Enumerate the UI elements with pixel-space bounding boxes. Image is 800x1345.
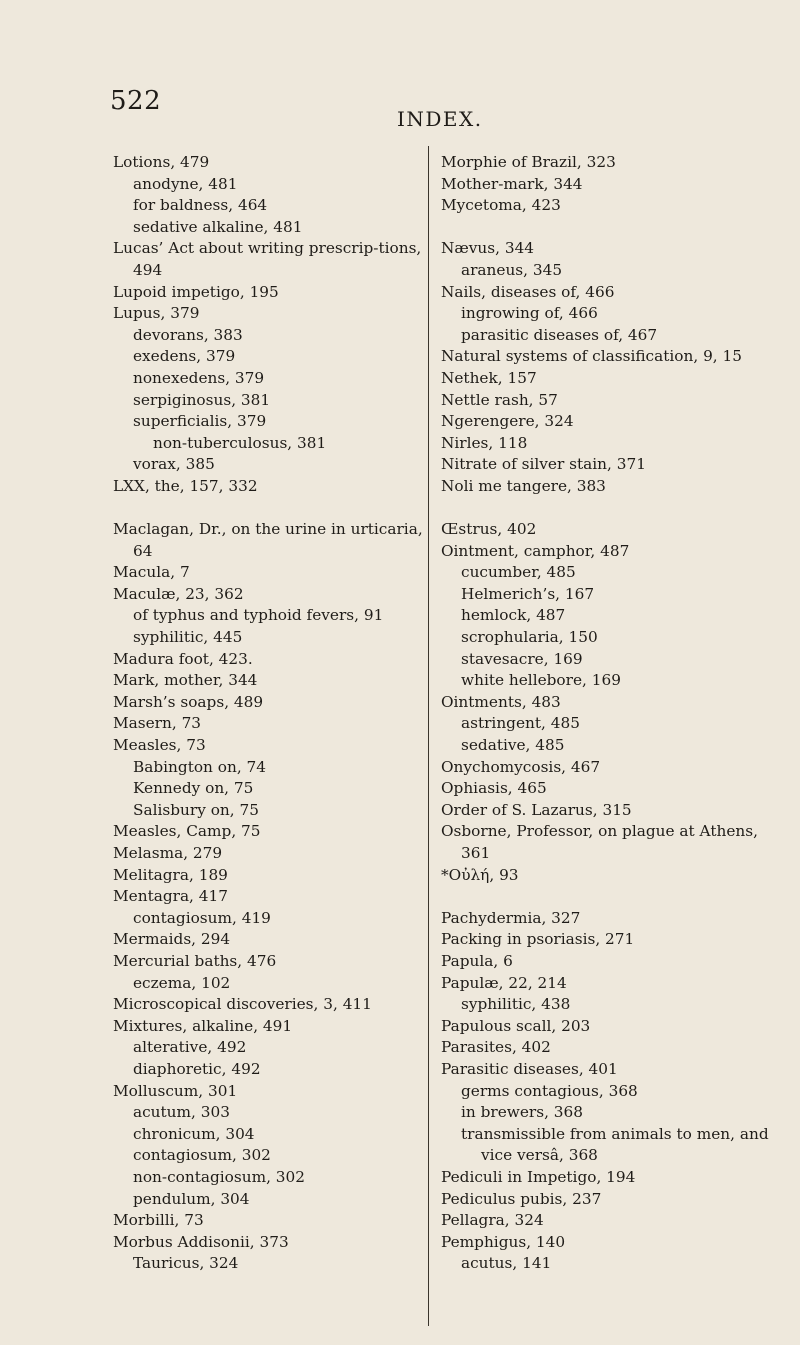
index-entry: Packing in psoriasis, 271 (441, 930, 635, 949)
index-entry: Nævus, 344 (441, 239, 535, 258)
index-subentry: contagiosum, 302 (133, 1146, 271, 1165)
index-entry: Pediculus pubis, 237 (441, 1189, 602, 1208)
index-entry: Masern, 73 (113, 714, 202, 733)
index-entry: Lucas’ Act about writing prescrip-tions, 494 (113, 239, 422, 279)
index-entry: Morbus Addisonii, 373 (113, 1232, 289, 1251)
index-subentry: alterative, 492 (133, 1038, 247, 1057)
index-entry: Mercurial baths, 476 (113, 951, 277, 970)
index-entry: Pellagra, 324 (441, 1211, 544, 1230)
index-subentry: Kennedy on, 75 (133, 779, 254, 798)
index-subentry: for baldness, 464 (133, 196, 268, 215)
index-entry: Macula, 7 (113, 563, 190, 582)
running-head: INDEX. (397, 107, 483, 131)
index-subentry: Helmerich’s, 167 (461, 584, 595, 603)
index-subentry: Tauricus, 324 (133, 1254, 239, 1273)
index-entry: Œstrus, 402 (441, 520, 537, 539)
index-entry: Pediculi in Impetigo, 194 (441, 1167, 636, 1186)
index-entry: Ointments, 483 (441, 692, 561, 711)
index-entry: Osborne, Professor, on plague at Athens, 361 (441, 822, 758, 862)
index-subentry: germs contagious, 368 (461, 1081, 638, 1100)
column-divider (428, 146, 429, 1326)
index-subentry: parasitic diseases of, 467 (461, 325, 658, 344)
index-subentry: vorax, 385 (133, 455, 215, 474)
section-gap (113, 498, 428, 520)
index-entry: Ointment, camphor, 487 (441, 541, 630, 560)
index-entry: Noli me tangere, 383 (441, 476, 606, 495)
index-entry: LXX, the, 157, 332 (113, 476, 258, 495)
index-entry: Madura foot, 423. (113, 649, 253, 668)
index-subentry: cucumber, 485 (461, 563, 576, 582)
index-subentry: acutus, 141 (461, 1254, 552, 1273)
index-subentry: white hellebore, 169 (461, 671, 621, 690)
index-entry: Nethek, 157 (441, 368, 537, 387)
index-entry: Pemphigus, 140 (441, 1232, 566, 1251)
index-column-left (113, 152, 428, 1275)
section-gap (441, 886, 786, 908)
index-entry: Ngerengere, 324 (441, 412, 574, 431)
index-subentry: superficialis, 379 (133, 412, 267, 431)
index-subentry: in brewers, 368 (461, 1103, 583, 1122)
index-entry: Measles, Camp, 75 (113, 822, 261, 841)
index-subentry: Salisbury on, 75 (133, 800, 259, 819)
index-entry: Melasma, 279 (113, 844, 223, 862)
index-entry: Ophiasis, 465 (441, 779, 547, 798)
index-entry: Measles, 73 (113, 736, 206, 755)
index-subentry: anodyne, 481 (133, 174, 238, 193)
index-subentry: of typhus and typhoid fevers, 91 (133, 606, 384, 625)
index-entry: Mother-mark, 344 (441, 174, 583, 193)
index-entry: Morbilli, 73 (113, 1211, 204, 1230)
index-subentry: syphilitic, 445 (133, 628, 243, 647)
index-subentry: acutum, 303 (133, 1103, 230, 1122)
index-entry: Maculæ, 23, 362 (113, 584, 244, 603)
index-entry: Marsh’s soaps, 489 (113, 692, 264, 711)
index-entry: Mycetoma, 423 (441, 196, 561, 215)
index-subentry: sedative alkaline, 481 (133, 217, 303, 236)
index-entry: Nails, diseases of, 466 (441, 282, 615, 301)
page-number: 522 (110, 86, 162, 116)
index-entry: Nitrate of silver stain, 371 (441, 455, 646, 474)
index-entry: Parasites, 402 (441, 1038, 551, 1057)
index-entry: Mermaids, 294 (113, 930, 231, 949)
index-subentry: nonexedens, 379 (133, 368, 265, 387)
index-entry: Mark, mother, 344 (113, 671, 258, 690)
index-subentry: non-contagiosum, 302 (133, 1167, 306, 1186)
section-gap (441, 498, 786, 520)
index-subentry: pendulum, 304 (133, 1189, 250, 1208)
index-entry: Papulous scall, 203 (441, 1016, 591, 1035)
index-entry: Microscopical discoveries, 3, 411 (113, 995, 372, 1014)
index-entry: Papula, 6 (441, 951, 513, 970)
index-entry: Mentagra, 417 (113, 887, 228, 906)
index-subentry: Babington on, 74 (133, 757, 267, 776)
index-subentry: exedens, 379 (133, 347, 236, 366)
index-subentry: serpiginosus, 381 (133, 390, 271, 409)
index-entry: Molluscum, 301 (113, 1081, 238, 1100)
index-entry: Order of S. Lazarus, 315 (441, 800, 632, 819)
index-entry: *Οὐλή, 93 (441, 865, 519, 884)
index-subentry: stavesacre, 169 (461, 649, 583, 668)
index-column-right (441, 152, 786, 1275)
index-subentry: devorans, 383 (133, 325, 243, 344)
index-entry: Natural systems of classification, 9, 15 (441, 347, 742, 366)
index-subentry: transmissible from animals to men, and vice versâ, 368 (461, 1124, 769, 1165)
index-subentry: eczema, 102 (133, 973, 231, 992)
index-subentry: diaphoretic, 492 (133, 1059, 261, 1078)
index-entry: Nirles, 118 (441, 433, 528, 452)
index-entry: Lupus, 379 (113, 304, 200, 323)
index-subentry: sedative, 485 (461, 736, 565, 755)
index-entry: Parasitic diseases, 401 (441, 1059, 618, 1078)
index-subentry: contagiosum, 419 (133, 908, 271, 927)
index-subentry: chronicum, 304 (133, 1124, 255, 1143)
index-entry: Morphie of Brazil, 323 (441, 153, 616, 171)
index-subentry: non-tuberculosus, 381 (153, 433, 327, 452)
index-entry: Maclagan, Dr., on the urine in urticaria, 64 (113, 520, 423, 560)
index-entry: Mixtures, alkaline, 491 (113, 1016, 293, 1035)
index-entry: Papulæ, 22, 214 (441, 973, 567, 992)
section-gap (441, 217, 786, 239)
index-subentry: araneus, 345 (461, 260, 563, 279)
index-subentry: ingrowing of, 466 (461, 304, 598, 323)
index-entry: Lupoid impetigo, 195 (113, 282, 279, 301)
index-subentry: scrophularia, 150 (461, 628, 598, 647)
index-entry: Melitagra, 189 (113, 865, 228, 884)
index-entry: Lotions, 479 (113, 153, 210, 171)
index-entry: Pachydermia, 327 (441, 908, 581, 927)
index-subentry: hemlock, 487 (461, 606, 566, 625)
index-subentry: astringent, 485 (461, 714, 580, 733)
index-entry: Nettle rash, 57 (441, 390, 558, 409)
index-subentry: syphilitic, 438 (461, 995, 571, 1014)
index-entry: Onychomycosis, 467 (441, 757, 601, 776)
